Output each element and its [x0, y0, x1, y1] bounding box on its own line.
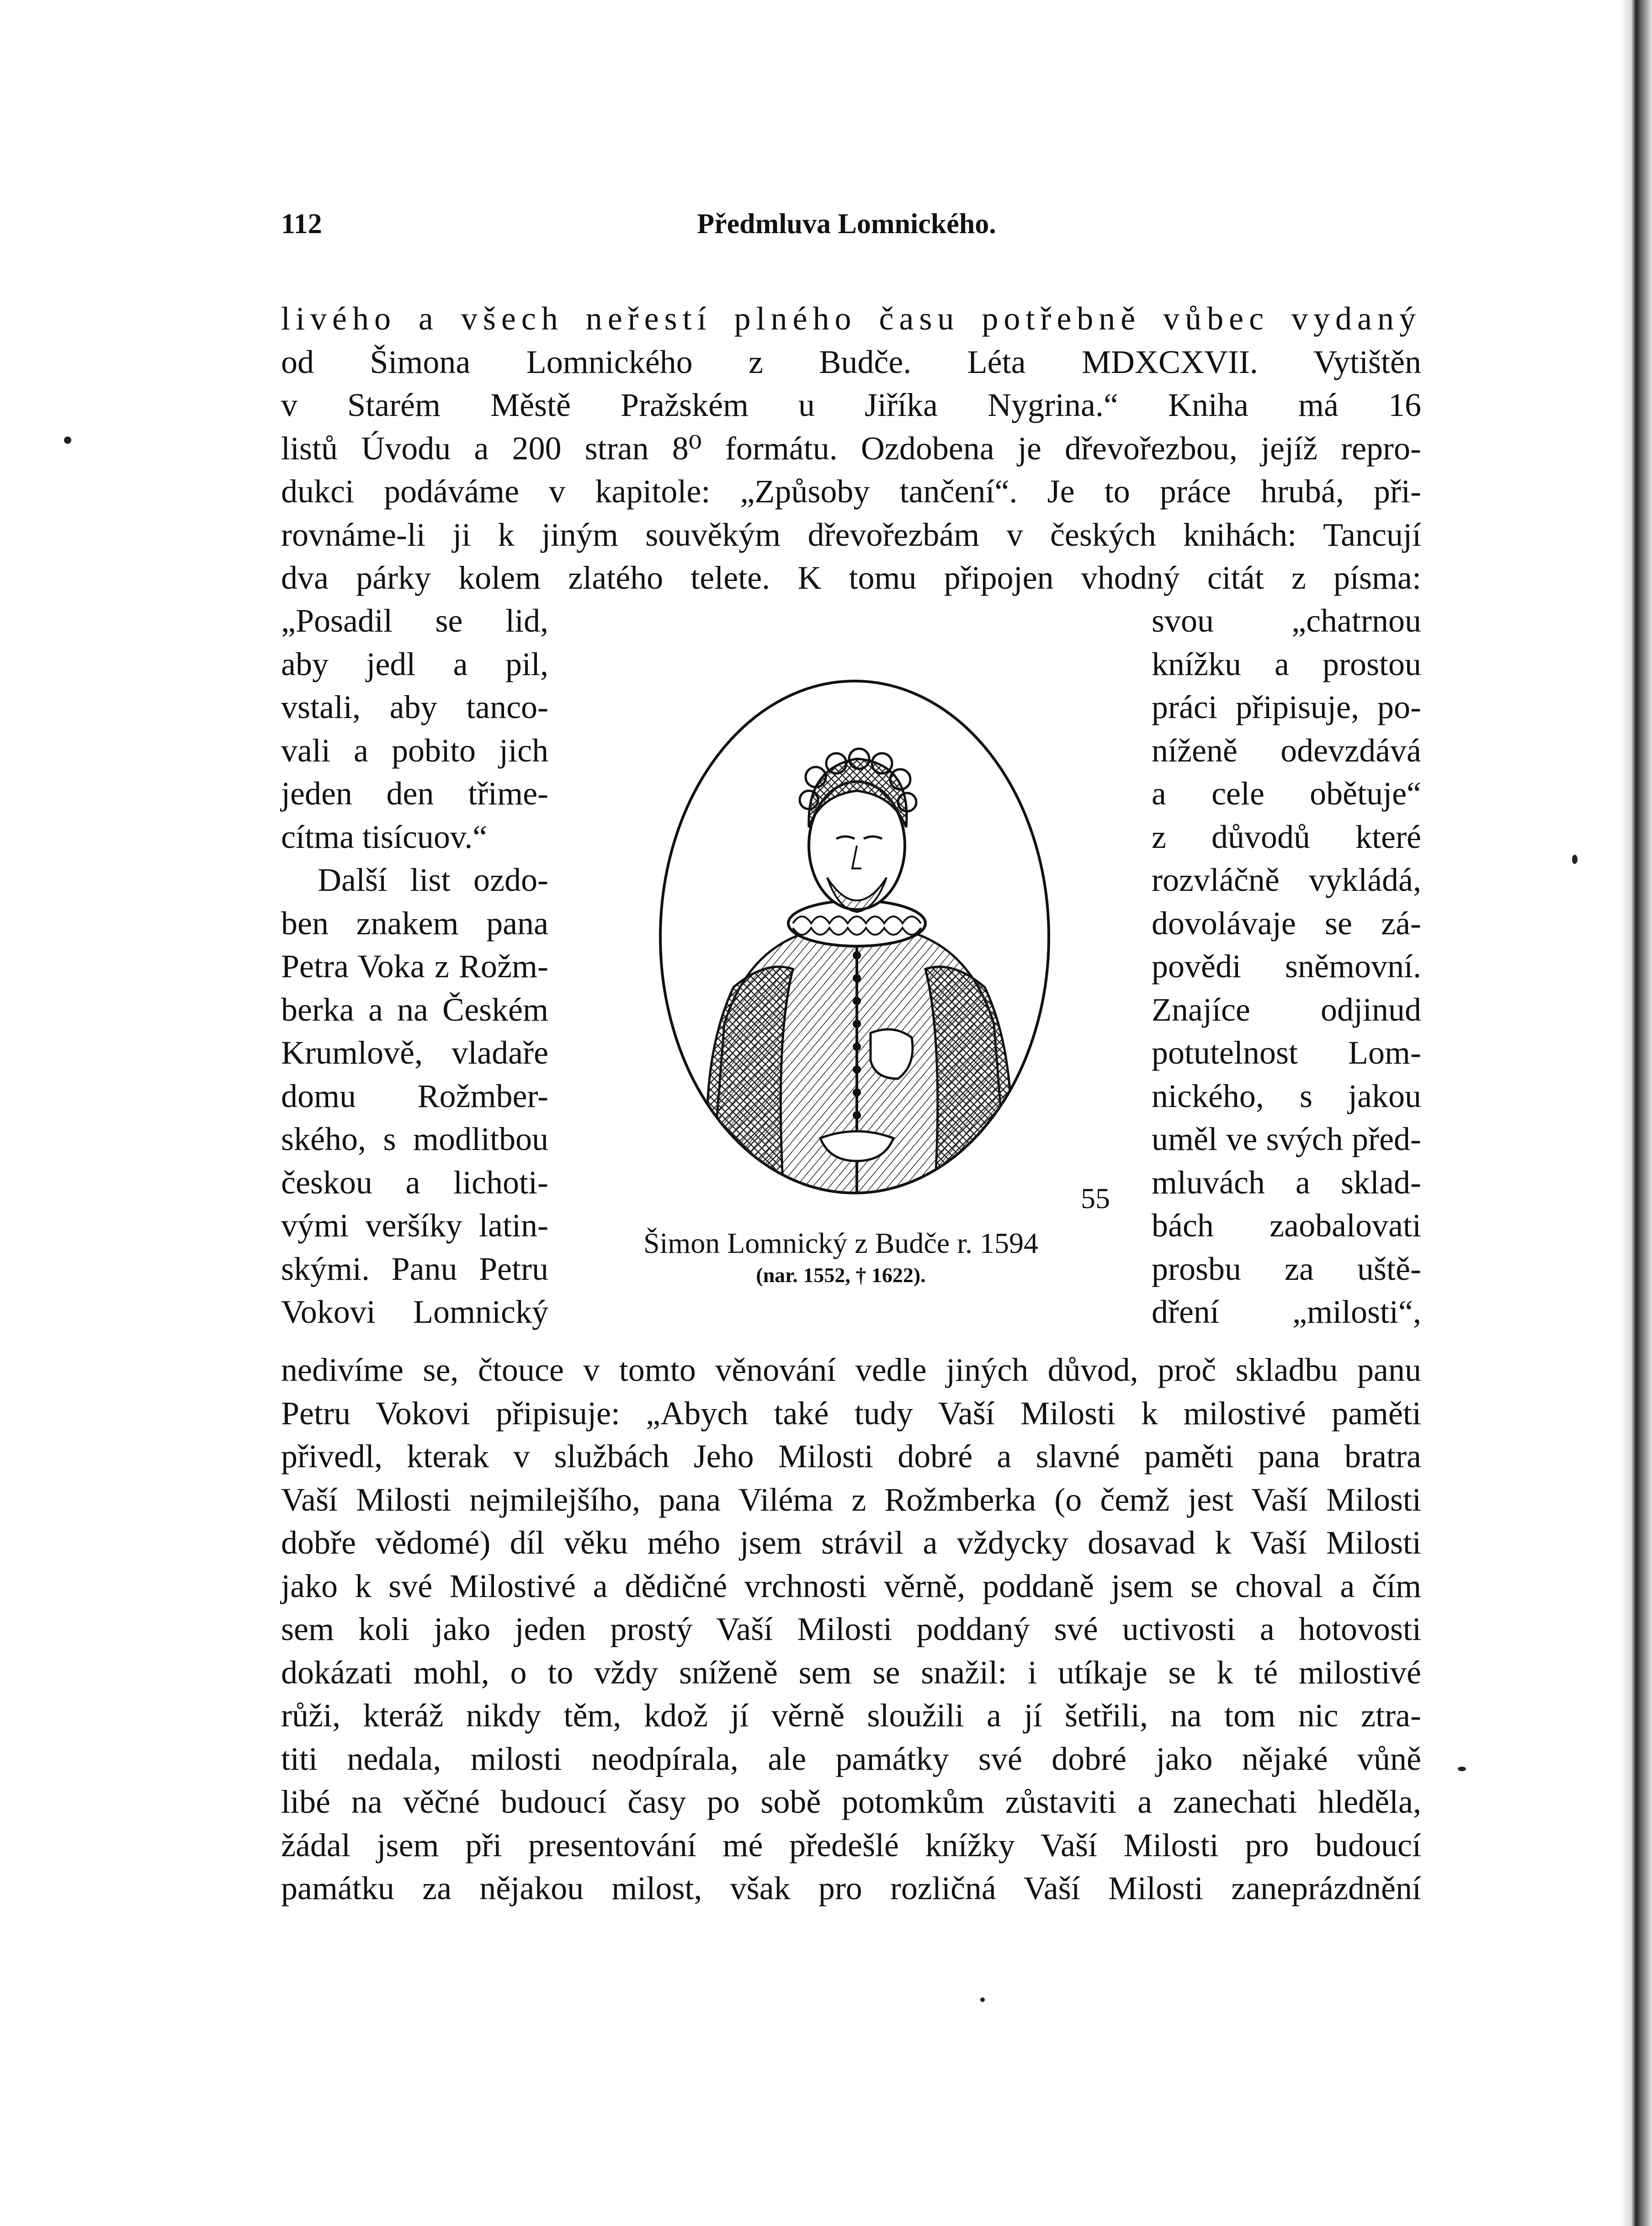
text-line: bách zaobalovati	[1152, 1207, 1421, 1244]
text-line: skými. Panu Petru	[281, 1250, 548, 1287]
text-line: knížku a prostou	[1152, 645, 1421, 682]
text-line: jeden den třime-	[281, 775, 548, 812]
text-line: žádal jsem při presentování mé předešlé knížky Vaší Milosti pro budoucí	[281, 1827, 1421, 1864]
text-line: svou „chatrnou	[1152, 602, 1421, 639]
text-line: jako k své Milostivé a dědičné vrchnosti věrně, poddaně jsem se choval a čím	[281, 1567, 1421, 1604]
text-line: potutelnost Lom-	[1152, 1034, 1421, 1071]
text-line: ben znakem pana	[281, 905, 548, 942]
text-line: z důvodů které	[1152, 818, 1421, 855]
text-line: dukci podáváme v kapitole: „Způsoby tančení“. Je to práce hrubá, při-	[281, 473, 1421, 510]
page-speck	[980, 1997, 985, 2002]
text-line: mluvách a sklad-	[1152, 1164, 1421, 1201]
text-line: Vaší Milosti nejmilejšího, pana Viléma z Rožmberka (o čemž jest Vaší Milosti	[281, 1481, 1421, 1518]
page-speck	[1458, 1767, 1466, 1771]
text-line: listů Úvodu a 200 stran 8⁰ formátu. Ozdobena je dřevořezbou, jejíž repro-	[281, 430, 1421, 467]
text-line: aby jedl a pil,	[281, 645, 548, 682]
right-text-column	[1152, 599, 1421, 1334]
text-line: titi nedala, milosti neodpírala, ale památky své dobré jako nějaké vůně	[281, 1740, 1421, 1777]
text-line: rovnáme-li ji k jiným souvěkým dřevořezbám v českých knihách: Tancují	[281, 516, 1421, 553]
text-line: práci připisuje, po-	[1152, 689, 1421, 725]
text-line: vými veršíky latin-	[281, 1207, 548, 1244]
left-text-column	[281, 599, 548, 1334]
text-line: sem koli jako jeden prostý Vaší Milosti poddaný své uctivosti a hotovosti	[281, 1611, 1421, 1647]
figure-number: 55	[1081, 1182, 1110, 1214]
text-line: nedivíme se, čtouce v tomto věnování vedle jiných důvod, proč skladbu panu	[281, 1352, 1421, 1388]
text-line: Petra Voka z Rožm-	[281, 948, 548, 985]
text-line: Krumlově, vladaře	[281, 1034, 548, 1071]
text-line: berka a na Českém	[281, 991, 548, 1028]
text-line: Petru Vokovi připisuje: „Abych také tudy Vaší Milosti k milostivé paměti	[281, 1395, 1421, 1432]
text-line: ského, s modlitbou	[281, 1121, 548, 1157]
bottom-paragraph	[281, 1348, 1421, 1910]
text-line: rozvláčně vykládá,	[1152, 862, 1421, 898]
text-line: libé na věčné budoucí časy po sobě potomkům zůstaviti a zanechati hleděla,	[281, 1784, 1421, 1820]
text-line: a cele obětuje“	[1152, 775, 1421, 812]
text-line: vali a pobito jich	[281, 732, 548, 769]
caption-sub: (nar. 1552, † 1622).	[756, 1263, 926, 1287]
text-line: dobře vědomé) díl věku mého jsem strávil a vždycky dosavad k Vaší Milosti	[281, 1524, 1421, 1561]
text-line: domu Rožmber-	[281, 1077, 548, 1114]
text-line: cítma tisícuov.“	[281, 818, 488, 855]
page-number: 112	[281, 208, 322, 240]
book-spine-shadow	[1620, 0, 1652, 2226]
text-line: vstali, aby tanco-	[281, 689, 548, 725]
text-line: od Šimona Lomnického z Budče. Léta MDXCXVII. Vytištěn	[281, 343, 1421, 380]
text-line: dva párky kolem zlatého telete. K tomu připojen vhodný citát z písma:	[281, 559, 1421, 596]
figure-caption	[594, 1225, 1088, 1289]
text-line: prosbu za uště-	[1152, 1250, 1421, 1287]
text-line: růži, kteráž nikdy těm, kdož jí věrně sloužili a jí šetřili, na tom nic ztra-	[281, 1697, 1421, 1734]
text-line: Další list ozdo-	[318, 862, 548, 898]
text-line: dokázati mohl, o to vždy sníženě sem se snažil: i utíkaje se k té milostivé	[281, 1654, 1421, 1691]
portrait-woodcut	[656, 676, 1053, 1198]
text-line: livého a všech neřestí plného času potřebně vůbec vydaný	[281, 300, 1421, 337]
caption-main: Šimon Lomnický z Budče r. 1594	[643, 1227, 1038, 1259]
page-speck	[64, 437, 71, 444]
text-line: Znajíce odjinud	[1152, 991, 1421, 1028]
text-line: přivedl, kterak v službách Jeho Milosti dobré a slavné paměti pana bratra	[281, 1438, 1421, 1475]
text-line: památku za nějakou milost, však pro rozličná Vaší Milosti zaneprázdnění	[281, 1870, 1421, 1906]
text-line: uměl ve svých před-	[1152, 1121, 1421, 1157]
text-line: nického, s jakou	[1152, 1077, 1421, 1114]
page-header	[281, 208, 1412, 249]
page-speck	[1572, 855, 1578, 864]
running-title: Předmluva Lomnického.	[697, 208, 996, 240]
text-line: v Starém Městě Pražském u Jiříka Nygrina.“ Kniha má 16	[281, 387, 1421, 423]
hands-book	[871, 1029, 913, 1079]
text-line: českou a lichoti-	[281, 1164, 548, 1201]
text-line: povědi sněmovní.	[1152, 948, 1421, 985]
text-line: Vokovi Lomnický	[281, 1294, 548, 1330]
top-paragraph	[281, 297, 1421, 600]
text-line: dovolávaje se zá-	[1152, 905, 1421, 942]
text-line: níženě odevzdává	[1152, 732, 1421, 769]
text-line: „Posadil se lid,	[281, 602, 548, 639]
text-line: dření „milosti“,	[1152, 1294, 1421, 1330]
